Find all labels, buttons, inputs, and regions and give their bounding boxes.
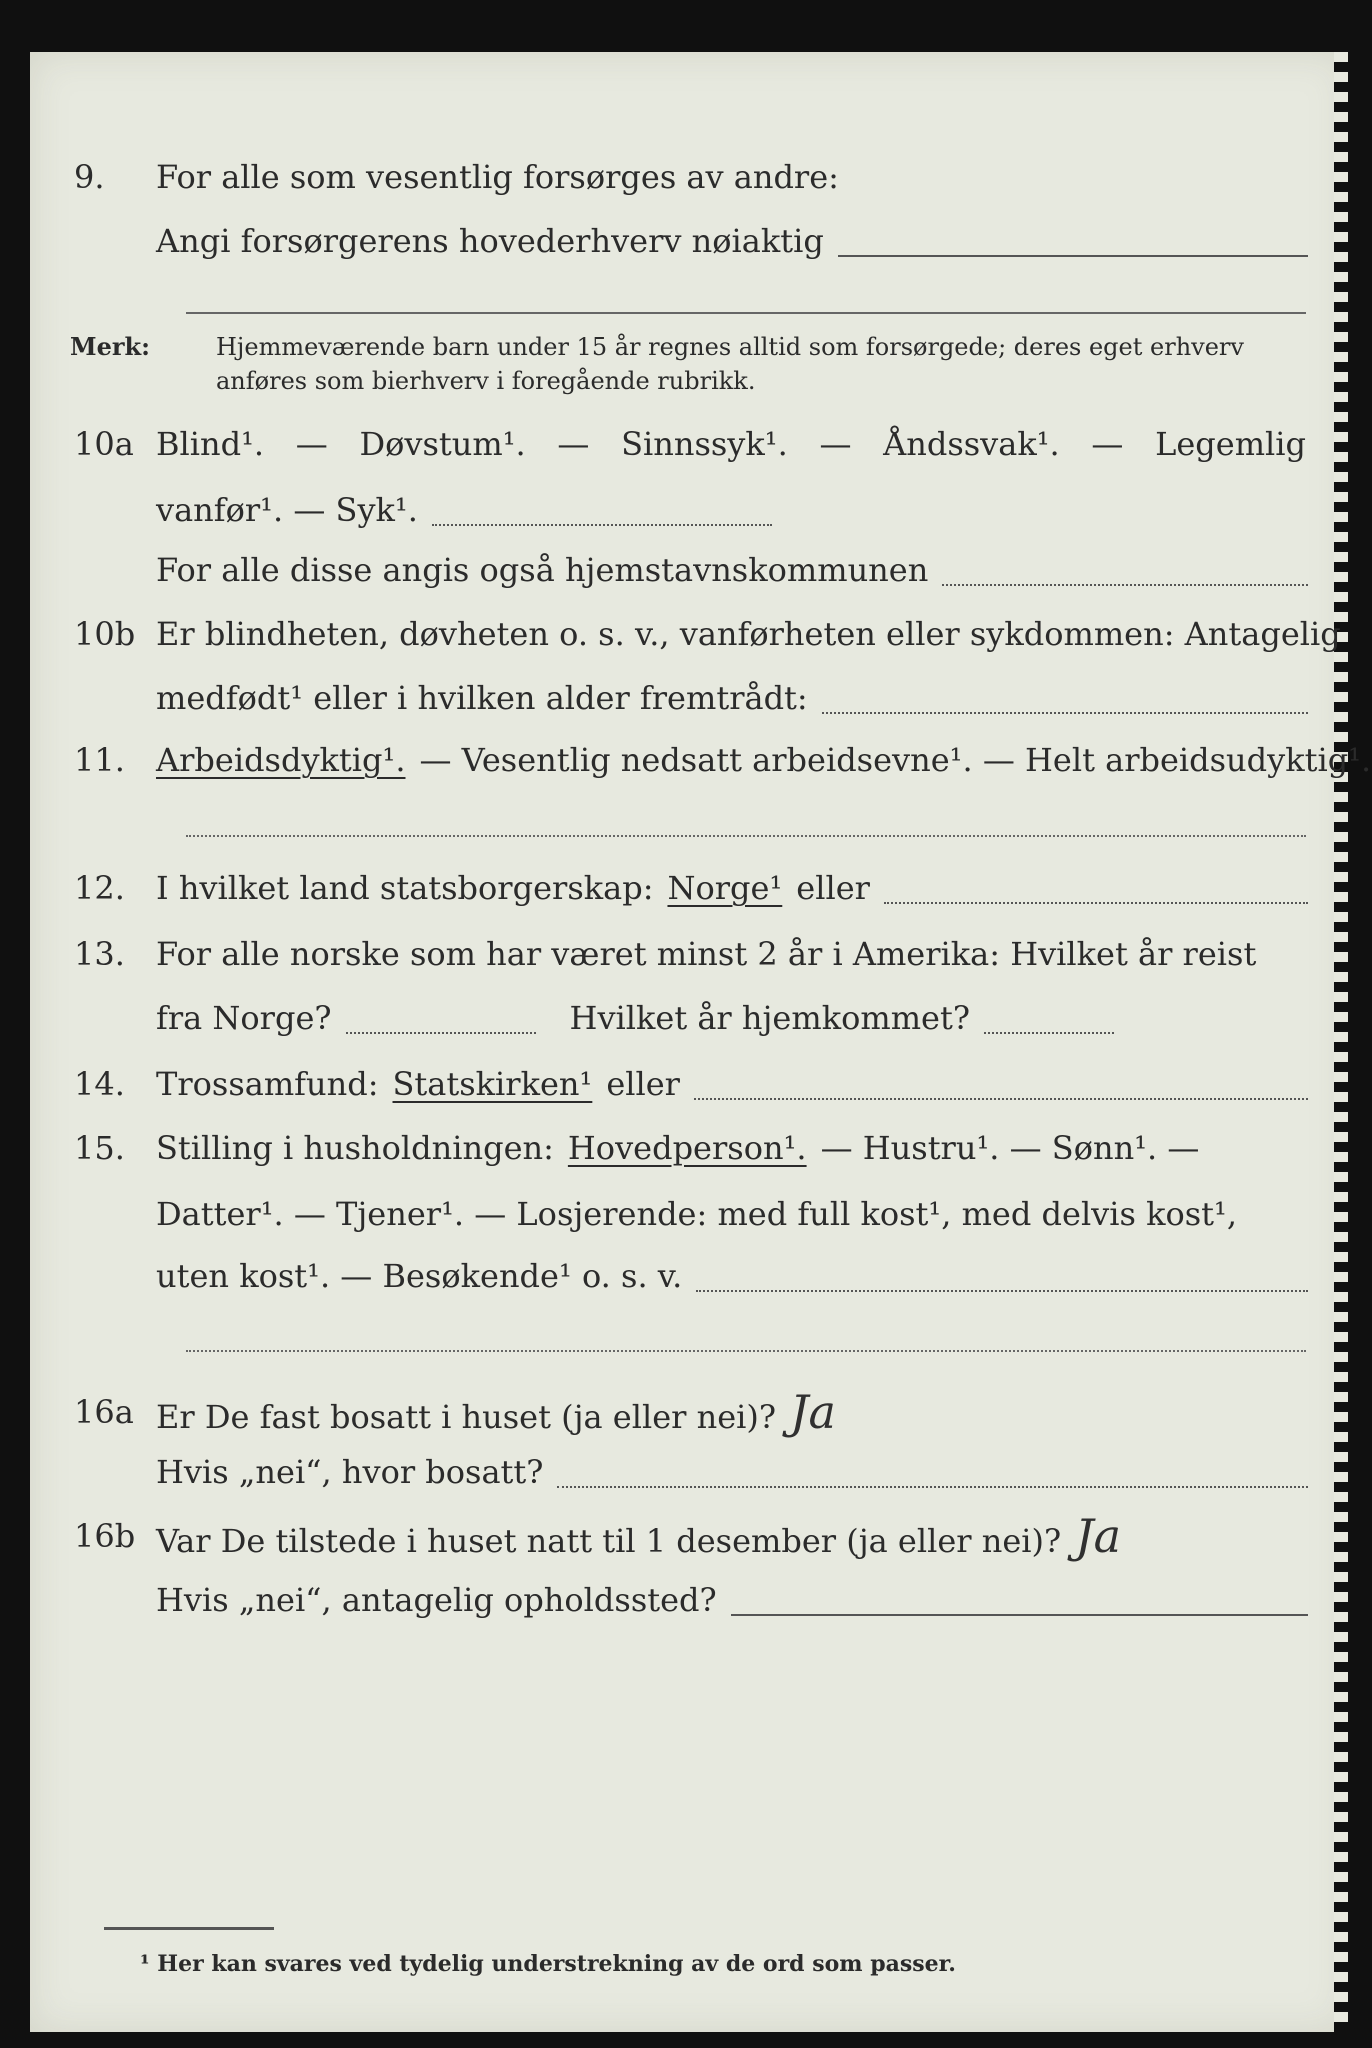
answer-field[interactable] <box>984 1032 1114 1034</box>
census-form-page <box>30 52 1372 2032</box>
option-statskirken-selected[interactable]: Statskirken¹ <box>392 1065 593 1103</box>
question-text: Angi forsørgerens hovederhverv nøiaktig <box>156 222 824 260</box>
handwritten-answer[interactable]: Ja <box>790 1385 836 1439</box>
question-text: Er blindheten, døvheten o. s. v., vanførheten eller sykdommen: Antagelig <box>156 615 1341 653</box>
question-text: Stilling i husholdningen: <box>156 1129 554 1167</box>
option-andssvak[interactable]: Åndssvak¹. <box>883 425 1060 463</box>
question-text: For alle norske som har været minst 2 år i Amerika: Hvilket år reist <box>156 935 1257 973</box>
question-number: 9. <box>74 158 105 196</box>
question-text: Datter¹. — Tjener¹. — Losjerende: med full kost¹, med delvis kost¹, <box>156 1195 1238 1233</box>
question-text: Trossamfund: <box>156 1065 379 1103</box>
question-text: — Vesentlig nedsatt arbeidsevne¹. — Helt arbeidsudyktig¹. <box>419 741 1372 779</box>
divider <box>186 312 1306 314</box>
question-13-row2 <box>30 996 1348 1040</box>
divider <box>186 1350 1306 1352</box>
question-number: 11. <box>74 741 125 779</box>
question-text: For alle disse angis også hjemstavnskommunen <box>156 551 929 589</box>
question-number: 14. <box>74 1065 125 1103</box>
question-text: Er De fast bosatt i huset (ja eller nei)? <box>156 1398 777 1436</box>
separator: — <box>819 425 852 463</box>
question-text: eller <box>606 1065 680 1103</box>
question-10a-row1 <box>30 422 1348 466</box>
question-number: 16a <box>74 1393 134 1431</box>
footnote: ¹ Her kan svares ved tydelig understrekning av de ord som passer. <box>140 1951 956 1977</box>
option-legemlig[interactable]: Legemlig <box>1155 425 1306 463</box>
separator: — <box>557 425 590 463</box>
question-9-row2 <box>30 219 1348 263</box>
question-16b-row1 <box>30 1509 1348 1563</box>
question-number: 13. <box>74 935 125 973</box>
question-text: uten kost¹. — Besøkende¹ o. s. v. <box>156 1257 683 1295</box>
note-text-line1: Hjemmeværende barn under 15 år regnes alltid som forsørgede; deres eget erhverv <box>216 333 1244 361</box>
question-number: 12. <box>74 869 125 907</box>
answer-field[interactable] <box>838 255 1308 257</box>
question-text: Hvilket år hjemkommet? <box>569 999 970 1037</box>
question-text: I hvilket land statsborgerskap: <box>156 869 654 907</box>
option-sinnssyk[interactable]: Sinnssyk¹. <box>621 425 788 463</box>
question-16a-row2 <box>30 1450 1348 1494</box>
question-15-row1 <box>30 1126 1348 1170</box>
perforated-edge <box>1334 52 1348 2032</box>
separator: — <box>1091 425 1124 463</box>
question-13-row1 <box>30 932 1348 976</box>
question-number: 15. <box>74 1129 125 1167</box>
question-16a-row1 <box>30 1385 1348 1439</box>
option-norge-selected[interactable]: Norge¹ <box>667 869 783 907</box>
question-15-row2 <box>30 1192 1348 1236</box>
question-text: eller <box>796 869 870 907</box>
question-10a-row3 <box>30 548 1348 592</box>
answer-field[interactable] <box>822 712 1308 714</box>
answer-field[interactable] <box>942 584 1308 586</box>
question-text: For alle som vesentlig forsørges av andre: <box>156 158 839 196</box>
question-11-row <box>30 738 1372 782</box>
option-arbeidsdyktig-selected[interactable]: Arbeidsdyktig¹. <box>156 741 406 779</box>
answer-field[interactable] <box>884 902 1308 904</box>
question-text: Hvis „nei“, antagelig opholdssted? <box>156 1581 717 1619</box>
question-14-row <box>30 1062 1348 1106</box>
question-text: fra Norge? <box>156 999 332 1037</box>
answer-field[interactable] <box>557 1486 1308 1488</box>
note-text-line2: anføres som bierhverv i foregående rubrikk. <box>216 367 756 395</box>
question-10b-row1 <box>30 612 1348 656</box>
footnote-rule <box>104 1927 274 1930</box>
answer-field[interactable] <box>694 1098 1308 1100</box>
separator: — <box>295 425 328 463</box>
question-text: medfødt¹ eller i hvilken alder fremtrådt: <box>156 679 808 717</box>
divider <box>186 835 1306 837</box>
question-text: Hvis „nei“, hvor bosatt? <box>156 1453 544 1491</box>
option-hovedperson-selected[interactable]: Hovedperson¹. <box>567 1129 807 1167</box>
option-blind[interactable]: Blind¹. <box>156 425 265 463</box>
handwritten-answer[interactable]: Ja <box>1075 1509 1122 1563</box>
question-number: 10a <box>74 425 134 463</box>
question-text: Var De tilstede i huset natt til 1 desember (ja eller nei)? <box>156 1522 1062 1560</box>
question-9-row1 <box>30 155 1348 199</box>
note-label: Merk: <box>70 332 150 361</box>
question-text: — Hustru¹. — Sønn¹. — <box>820 1129 1200 1167</box>
answer-field[interactable] <box>731 1614 1308 1616</box>
question-16b-row2 <box>30 1578 1348 1622</box>
question-number: 16b <box>74 1517 136 1555</box>
question-15-row3 <box>30 1254 1348 1298</box>
question-number: 10b <box>74 615 136 653</box>
answer-field[interactable] <box>432 524 772 526</box>
question-10b-row2 <box>30 676 1348 720</box>
option-dovstum[interactable]: Døvstum¹. <box>359 425 526 463</box>
question-10a-row2 <box>30 488 1348 532</box>
question-12-row <box>30 866 1348 910</box>
answer-field[interactable] <box>696 1290 1308 1292</box>
question-text: vanfør¹. — Syk¹. <box>156 491 418 529</box>
answer-field[interactable] <box>346 1032 536 1034</box>
